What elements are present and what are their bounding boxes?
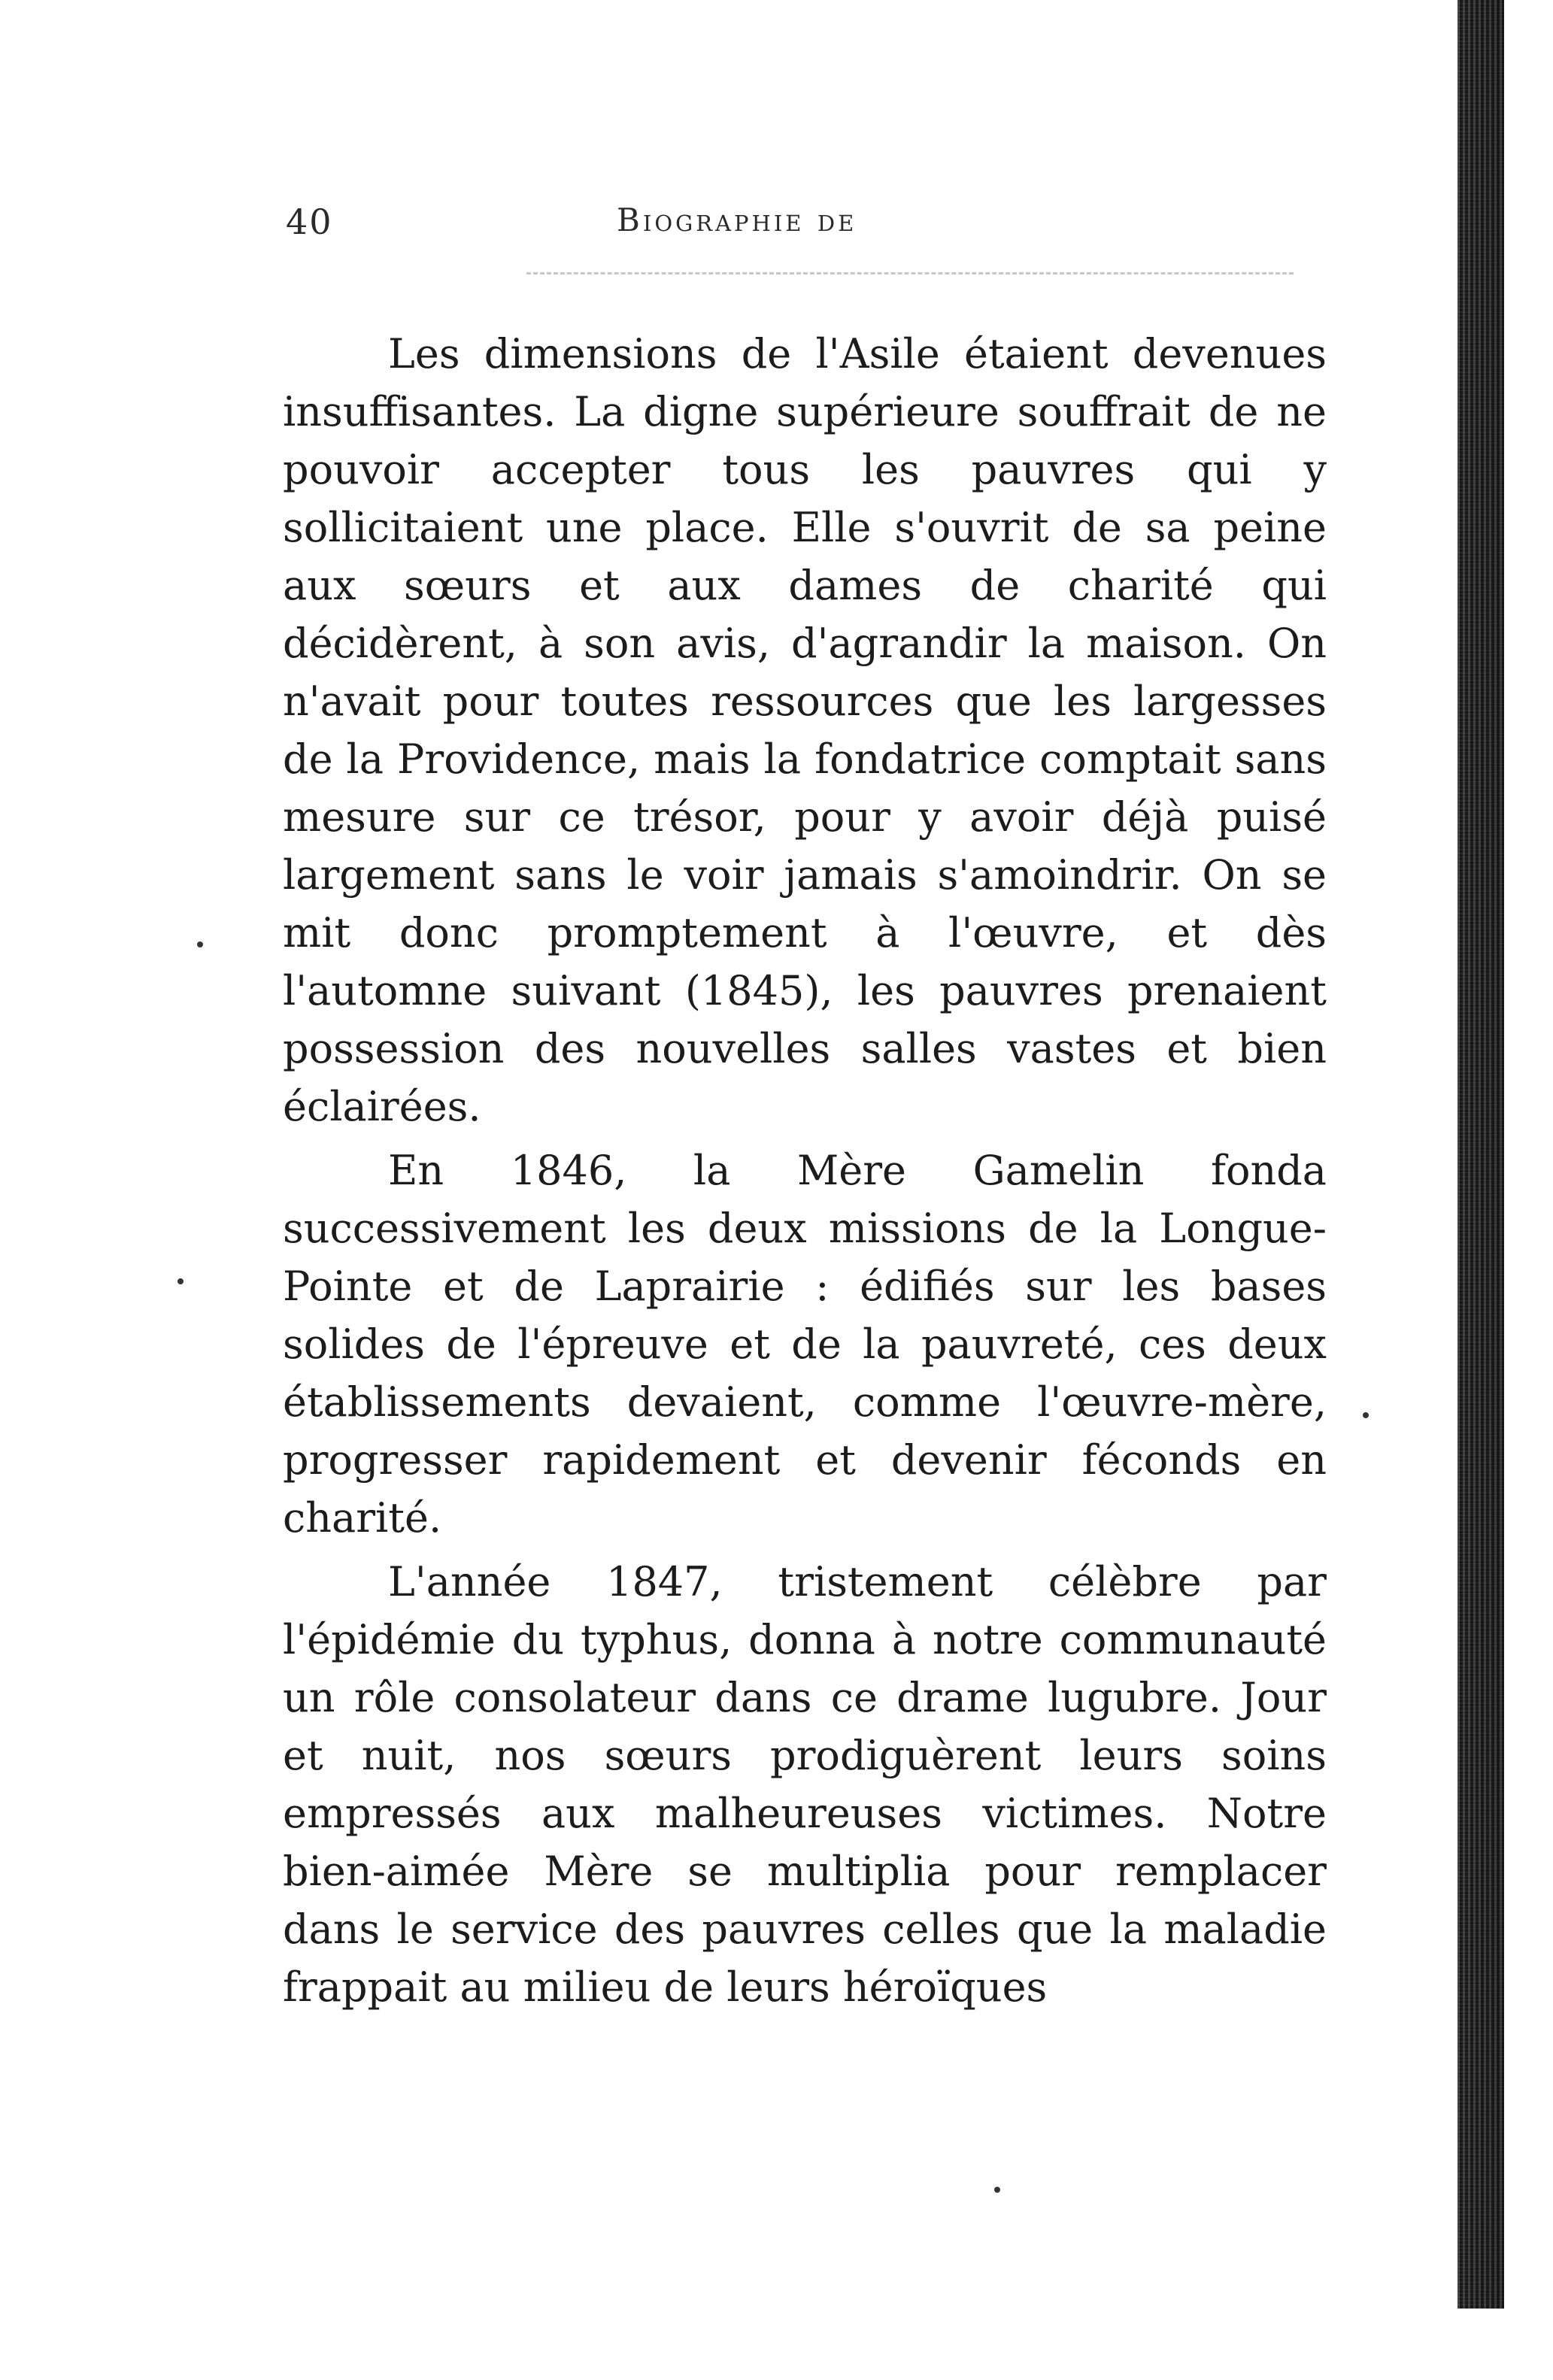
page-number: 40 [286, 202, 333, 242]
scanned-page-edge [1457, 0, 1504, 2309]
running-title: Biographie de [617, 202, 857, 238]
header-rule [526, 272, 1294, 279]
margin-speck [994, 2187, 1000, 2193]
margin-speck [1363, 1412, 1369, 1418]
paragraph: En 1846, la Mère Gamelin fonda successivement les deux missions de la Longue-Pointe et de Laprairie : édifiés sur les bases solides de l'épreuve et de la pauvreté, ces deux établissements devaient, comme l'œuvre-mère, progresser rapidement et devenir féconds en charité. [283, 1147, 1327, 1542]
page-header [286, 202, 1339, 254]
paragraph: L'année 1847, tristement célèbre par l'épidémie du typhus, donna à notre communauté un rôle consolateur dans ce drame lugubre. Jour et nuit, nos sœurs prodiguèrent leurs soins empressés aux malheureuses victimes. Notre bien-aimée Mère se multiplia pour remplacer dans le service des pauvres celles que la maladie frappait au milieu de leurs héroïques [283, 1558, 1327, 2011]
paragraph: Les dimensions de l'Asile étaient devenues insuffisantes. La digne supérieure souffrait de ne pouvoir accepter tous les pauvres qui y sollicitaient une place. Elle s'ouvrit de sa peine aux sœurs et aux dames de charité qui décidèrent, à son avis, d'agrandir la maison. On n'avait pour toutes ressources que les largesses de la Providence, mais la fondatrice comptait sans mesure sur ce trésor, pour y avoir déjà puisé largement sans le voir jamais s'amoindrir. On se mit donc promptement à l'œuvre, et dès l'automne suivant (1845), les pauvres prenaient possession des nouvelles salles vastes et bien éclairées. [283, 330, 1327, 1130]
margin-speck [197, 941, 203, 947]
margin-speck [177, 1278, 184, 1284]
body-text [283, 325, 1327, 2016]
